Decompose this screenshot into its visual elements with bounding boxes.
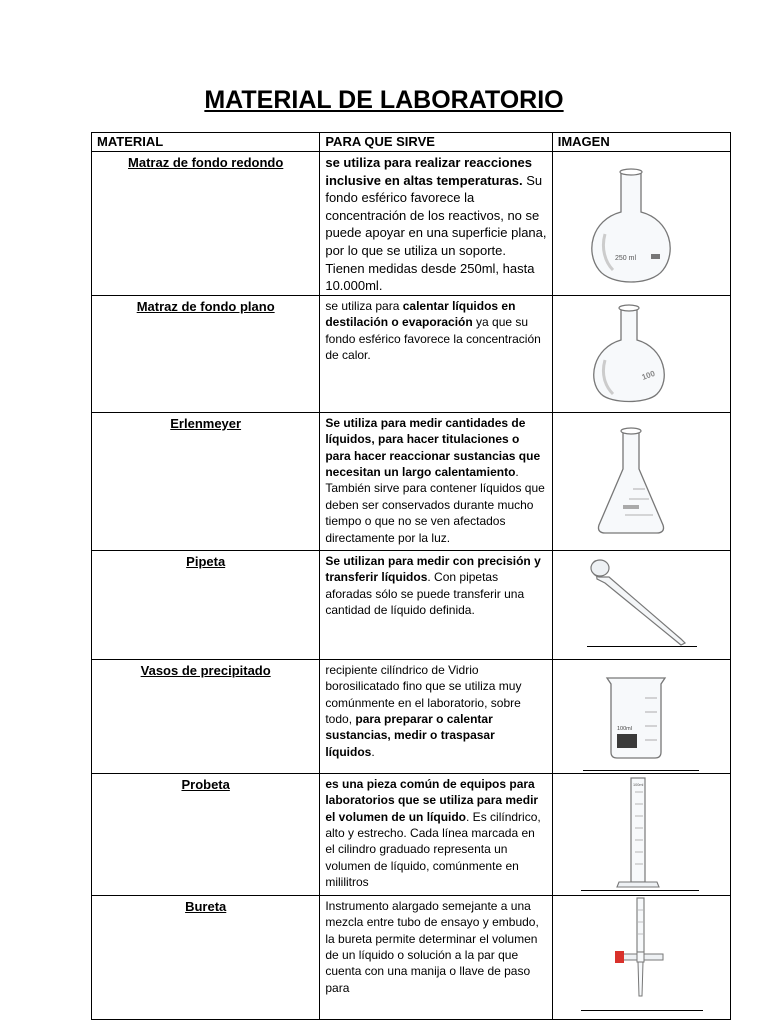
table-row xyxy=(92,895,731,1019)
description-segment: Se utiliza para medir cantidades de líquidos, para hacer titulaciones o para hacer reaccionar sustancias que necesitan un largo calentamiento xyxy=(325,415,541,479)
material-name: Vasos de precipitado xyxy=(140,662,271,678)
description-segment: ya que su fondo esférico favorece la concentración de calor. xyxy=(325,315,541,362)
description-segment: Su fondo esférico favorece la concentración de los reactivos, no se puede apoyar en una superficie plana, por lo que se utiliza un soporte. Tienen medidas desde 250ml, hasta 10.000ml. xyxy=(325,172,547,294)
material-description xyxy=(320,296,551,364)
erlenmeyer-flask-image xyxy=(553,413,731,548)
table-row xyxy=(92,659,731,773)
material-description xyxy=(320,413,551,546)
material-name: Probeta xyxy=(181,776,230,792)
description-segment: para preparar o calentar sustancias, medir o traspasar líquidos xyxy=(325,711,495,759)
description-segment: se utiliza para xyxy=(325,298,403,313)
flask-volume-label: 100 xyxy=(640,368,656,382)
header-imagen: IMAGEN xyxy=(552,133,730,152)
material-name: Bureta xyxy=(185,898,227,914)
round-bottom-flask-image xyxy=(553,152,731,292)
material-description xyxy=(320,152,551,295)
description-segment: . Con pipetas aforadas sólo se puede transferir una cantidad de líquido definida. xyxy=(325,570,525,617)
material-table xyxy=(91,132,731,1020)
header-uso: PARA QUE SIRVE xyxy=(320,133,552,152)
table-row xyxy=(92,550,731,659)
description-segment: es una pieza común de equipos para laboratorios que se utiliza para medir el volumen de un líquido xyxy=(325,776,539,824)
page-title: MATERIAL DE LABORATORIO xyxy=(204,86,564,114)
table-row xyxy=(92,152,731,296)
material-name: Erlenmeyer xyxy=(170,415,242,431)
table-row xyxy=(92,773,731,895)
cylinder-volume-label: 100ml xyxy=(632,782,644,787)
material-name: Pipeta xyxy=(186,553,226,569)
material-name: Matraz de fondo plano xyxy=(136,298,275,314)
description-segment: se utiliza para realizar reacciones inclusive en altas temperaturas. xyxy=(325,155,533,188)
beaker-volume-label: 100ml xyxy=(616,725,632,732)
description-segment: Se utilizan para medir con precisión y transferir líquidos xyxy=(325,553,541,585)
description-segment: Instrumento alargado semejante a una mezcla entre tubo de ensayo y embudo, la bureta permite determinar el volumen de un líquido o solución a la par que cuenta con una manija o llave de paso para xyxy=(325,898,539,995)
description-segment: calentar líquidos en destilación o evaporación xyxy=(325,298,516,330)
table-row xyxy=(92,412,731,550)
description-segment: . También sirve para contener líquidos que deben ser conservados durante mucho tiempo o que no se ven afectados directamente por la luz. xyxy=(325,464,545,545)
description-segment: . Es cilíndrico, alto y estrecho. Cada línea marcada en el cilindro graduado representa un volumen de líquido, comúnmente en mililitros xyxy=(325,809,541,890)
description-segment: . xyxy=(371,744,375,759)
material-description xyxy=(320,660,551,760)
material-description xyxy=(320,774,551,891)
material-name: Matraz de fondo redondo xyxy=(128,155,284,170)
graduated-cylinder-image xyxy=(553,774,731,894)
burette-image xyxy=(553,896,731,1016)
beaker-image xyxy=(553,660,731,772)
material-description xyxy=(320,551,551,619)
flat-bottom-flask-image xyxy=(553,296,731,411)
pipette-image xyxy=(553,551,731,656)
material-description xyxy=(320,896,551,996)
flask-volume-label: 250 ml xyxy=(614,255,636,262)
header-material: MATERIAL xyxy=(92,133,320,152)
table-row xyxy=(92,295,731,412)
table-header-row xyxy=(92,133,731,152)
description-segment: recipiente cilíndrico de Vidrio borosilicatado fino que se utiliza muy comúnmente en el laboratorio, sobre todo, xyxy=(325,662,522,726)
